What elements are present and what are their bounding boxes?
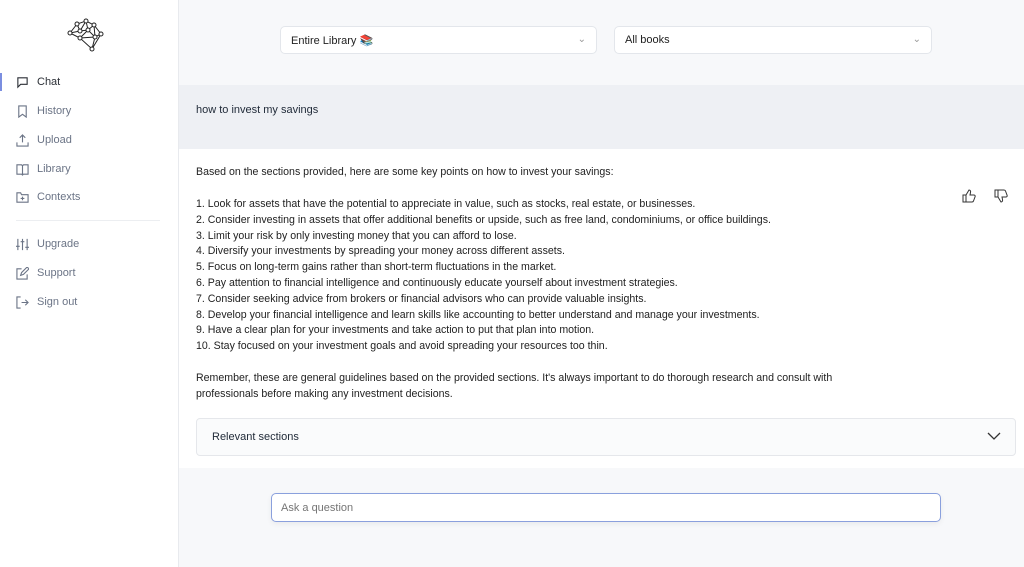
main-area — [179, 0, 1024, 567]
answer-point: 4. Diversify your investments by spreading your money across different assets. — [196, 245, 565, 258]
book-icon — [16, 163, 29, 176]
answer-point: 7. Consider seeking advice from brokers or financial advisors who can provide valuable insights. — [196, 292, 647, 305]
sidebar-item-contexts[interactable] — [0, 186, 179, 208]
answer-point: 8. Develop your financial intelligence and learn skills like accounting to better understand and manage your investments. — [196, 308, 760, 321]
sidebar-item-library[interactable] — [0, 158, 179, 180]
sidebar — [0, 0, 179, 567]
sidebar-item-chat[interactable] — [0, 71, 179, 93]
library-select-value: Entire Library 📚 — [291, 34, 374, 47]
library-select[interactable] — [280, 26, 597, 54]
sign-out-icon — [16, 296, 29, 309]
sidebar-item-label: Sign out — [37, 296, 78, 308]
sidebar-item-label: Support — [37, 267, 76, 279]
answer-point: 9. Have a clear plan for your investments and take action to put that plan into motion. — [196, 324, 595, 337]
sidebar-item-label: Library — [37, 163, 71, 175]
chat-icon — [16, 76, 29, 89]
sidebar-item-support[interactable] — [0, 262, 179, 284]
thumbs-up-icon[interactable] — [962, 189, 976, 203]
answer-point: 6. Pay attention to financial intelligence and continuously educate yourself about investment strategies. — [196, 276, 678, 289]
relevant-sections-accordion[interactable] — [196, 418, 1016, 456]
answer-closing: Remember, these are general guidelines based on the provided sections. It's always important to do thorough research and consult with professionals before making any investment decisions. — [196, 372, 833, 400]
sidebar-item-label: Upgrade — [37, 238, 80, 250]
edit-icon — [16, 267, 29, 280]
relevant-sections-label: Relevant sections — [212, 431, 299, 443]
sidebar-item-label: History — [37, 105, 72, 117]
answer-points — [196, 197, 916, 355]
sidebar-item-sign-out[interactable] — [0, 291, 179, 313]
sidebar-item-upload[interactable] — [0, 129, 179, 151]
answer-point: 3. Limit your risk by only investing money that you can afford to lose. — [196, 229, 517, 242]
sidebar-item-label: Contexts — [37, 191, 81, 203]
sidebar-item-label: Chat — [37, 76, 61, 88]
chevron-down-icon: ⌄ — [912, 34, 921, 45]
upload-icon — [16, 134, 29, 147]
sliders-icon — [16, 238, 29, 251]
user-query: how to invest my savings — [179, 85, 1024, 149]
books-select[interactable] — [614, 26, 932, 54]
bookmark-icon — [16, 105, 29, 118]
answer-point: 1. Look for assets that have the potential to appreciate in value, such as stocks, real estate, or businesses. — [196, 198, 696, 210]
sidebar-item-history[interactable] — [0, 100, 179, 122]
sidebar-item-label: Upload — [37, 134, 72, 146]
answer-point: 2. Consider investing in assets that offer additional benefits or upside, such as free land, condominiums, or office buildings. — [196, 213, 771, 226]
answer-point: 10. Stay focused on your investment goals and avoid spreading your resources too thin. — [196, 340, 608, 353]
chevron-down-icon: ⌄ — [577, 34, 586, 45]
thumbs-down-icon[interactable] — [994, 189, 1008, 203]
books-select-value: All books — [625, 34, 670, 46]
ask-question-input[interactable] — [271, 493, 941, 522]
chevron-down-icon — [987, 431, 1001, 441]
brain-network-logo-icon — [66, 16, 110, 54]
folder-plus-icon — [16, 191, 29, 204]
sidebar-divider — [16, 220, 160, 221]
answer-intro: Based on the sections provided, here are some key points on how to invest your savings: — [196, 166, 614, 178]
answer-point: 5. Focus on long-term gains rather than short-term fluctuations in the market. — [196, 261, 557, 274]
sidebar-item-upgrade[interactable] — [0, 233, 179, 255]
